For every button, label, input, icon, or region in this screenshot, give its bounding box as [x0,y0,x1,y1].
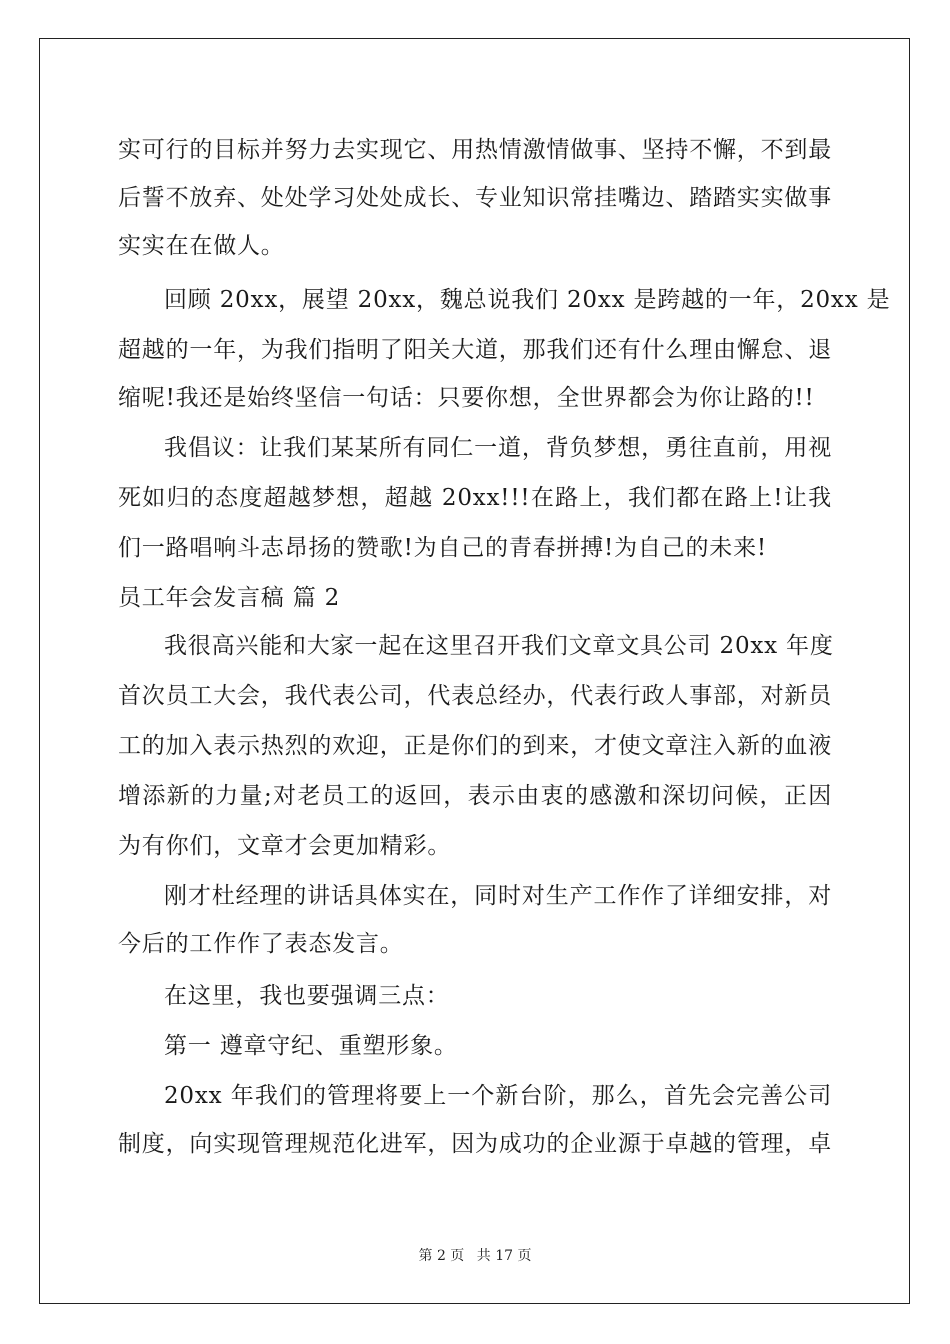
text-line-13: 工的加入表示热烈的欢迎，正是你们的到来，才使文章注入新的血液 [118,733,832,759]
text-line-15: 为有你们，文章才会更加精彩。 [118,833,452,859]
text-line-4: 回顾 20xx，展望 20xx，魏总说我们 20xx 是跨越的一年，20xx 是 [164,287,891,313]
text-line-16: 刚才杜经理的讲话具体实在，同时对生产工作作了详细安排，对 [164,883,832,909]
section-heading: 员工年会发言稿 篇 2 [118,585,341,611]
text-line-2: 后誓不放弃、处处学习处处成长、专业知识常挂嘴边、踏踏实实做事 [118,185,832,211]
text-line-7: 我倡议：让我们某某所有同仁一道，背负梦想，勇往直前，用视 [164,435,832,461]
text-line-21: 制度，向实现管理规范化进军，因为成功的企业源于卓越的管理，卓 [118,1131,832,1157]
page-total: 共 17 页 [476,1248,532,1264]
text-line-20: 20xx 年我们的管理将要上一个新台阶，那么，首先会完善公司 [164,1083,832,1109]
text-line-14: 增添新的力量;对老员工的返回，表示由衷的感激和深切问候，正因 [118,783,832,809]
text-line-3: 实实在在做人。 [118,233,285,259]
page-footer [0,1245,950,1265]
text-line-12: 首次员工大会，我代表公司，代表总经办，代表行政人事部，对新员 [118,683,832,709]
page-number: 第 2 页 [418,1248,465,1264]
text-line-8: 死如归的态度超越梦想，超越 20xx!!!在路上，我们都在路上!让我 [118,485,832,511]
text-line-17: 今后的工作作了表态发言。 [118,931,404,957]
text-line-1: 实可行的目标并努力去实现它、用热情激情做事、坚持不懈，不到最 [118,137,832,163]
text-line-9: 们一路唱响斗志昂扬的赞歌!为自己的青春拼搏!为自己的未来! [118,535,767,561]
text-line-6: 缩呢!我还是始终坚信一句话：只要你想，全世界都会为你让路的!! [118,385,815,411]
text-line-19: 第一 遵章守纪、重塑形象。 [164,1033,458,1059]
text-line-11: 我很高兴能和大家一起在这里召开我们文章文具公司 20xx 年度 [164,633,834,659]
text-line-5: 超越的一年，为我们指明了阳关大道，那我们还有什么理由懈怠、退 [118,337,832,363]
text-line-18: 在这里，我也要强调三点： [164,983,450,1009]
